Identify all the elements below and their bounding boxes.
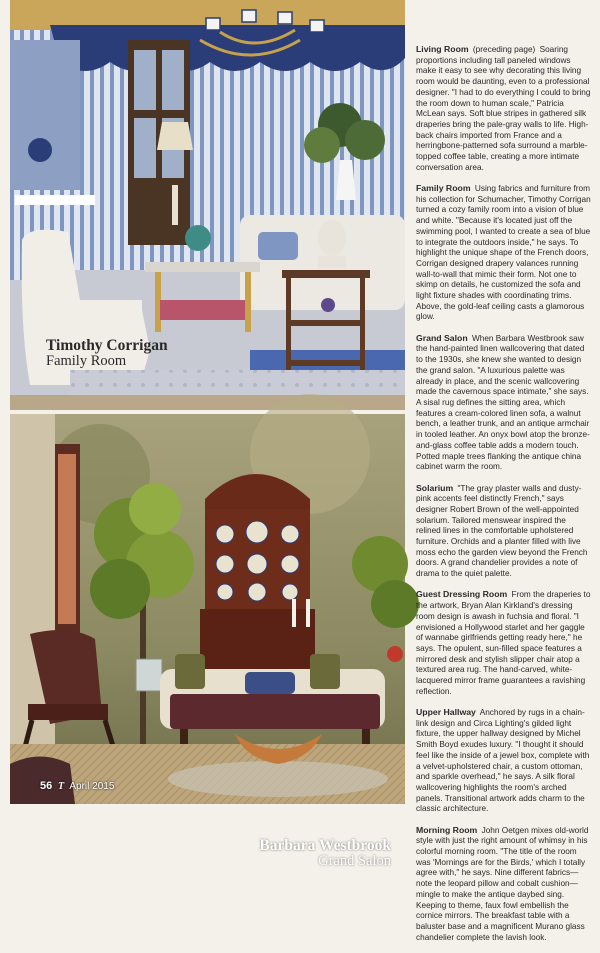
entry-heading: Upper Hallway [416, 707, 476, 718]
entry-heading: Solarium [416, 482, 454, 493]
issue-date: April 2015 [69, 781, 115, 792]
grand-salon-caption [259, 838, 391, 869]
family-room-photo [10, 0, 405, 410]
entry-body: "The gray plaster walls and dusty-pink accents feel distinctly French," says designer Robert Brown of the well-appointed solarium. Tailored menswear inspired the relined lines in the comfortable upholstered furniture. Orchids and a planter filled with live moss echo the garden view beyond the French doors. A grand chandelier provides a note of drama to the quiet palette. [416, 483, 588, 579]
entry-living-room [416, 44, 592, 173]
grand-salon-photo [10, 414, 405, 870]
entry-family-room [416, 183, 592, 323]
article-text-column [416, 44, 592, 953]
entry-solarium [416, 483, 592, 580]
entry-heading: Grand Salon [416, 332, 468, 343]
entry-body: Anchored by rugs in a chain-link design and Circa Lighting's gilded light fixture, the upper hallway designed by Michel Smith Boyd exudes luxury. "I thought it should feel like the inside of a jewel box, complete with a velvet-upholstered chair, a custom ottoman, and sparkle overhead," he says. A silk floral wallcovering highlights the room's arched panels. Transitional artwork adds charm to the classic architecture. [416, 708, 590, 814]
entry-grand-salon [416, 333, 592, 473]
entry-guest-dressing-room [416, 589, 592, 697]
entry-body: John Oetgen mixes old-world style with just the right amount of whimsy in his colorful morning room. "The title of the room was 'Mornings are for the Birds,' which I totally agree with," he says. Nine different fabrics—note the leopard pillow and cobalt cushion—mingle to make the antique daybed sing. Keeping to theme, faux fowl embellish the cornice mirrors. The breakfast table with a baluster base and a magnificent Murano glass chandelier complete the lavish look. [416, 825, 589, 942]
designer-name: Timothy Corrigan [46, 337, 168, 354]
room-name: Family Room [46, 353, 127, 370]
page-folio [40, 780, 114, 792]
entry-body: When Barbara Westbrook saw the hand-painted linen wallcovering that dated to the 1930s, she knew she wanted to design the grand salon. "A luxurious palette was already in place, and the scenic wallcovering made the cavernous space intimate," she says. A sisal rug defines the sitting area, which features a cream-colored linen sofa, a walnut bench, a leather trunk, and an antique armchair in tooled leather. An onyx bowl atop the bronze-and-glass coffee table adds a modern touch. Potted maple trees flanking the antique china cabinet warm the room. [416, 333, 590, 472]
page-number: 56 [40, 780, 53, 792]
entry-morning-room [416, 825, 592, 944]
family-room-caption [46, 338, 168, 369]
room-name: Grand Salon [318, 853, 391, 870]
grand-salon-illustration [10, 414, 405, 804]
entry-heading: Family Room [416, 183, 471, 194]
entry-heading: Morning Room [416, 824, 478, 835]
entry-heading: Guest Dressing Room [416, 589, 508, 600]
entry-upper-hallway [416, 707, 592, 815]
entry-heading: Living Room [416, 44, 469, 54]
magazine-logo: T [58, 781, 65, 792]
entry-body: From the draperies to the artwork, Bryan Alan Kirkland's dressing room design is awash in fuchsia and floral. "I envisioned a Hollywood starlet and her gaggle of wannabe girlfriends getting ready here," he says. The opulent, sun-filled space features a mirrored desk and stylish slipper chair atop a textured area rug. The hand-carved, white-lacquered mirror frame guarantees a ravishing reflection. [416, 590, 591, 696]
entry-body: Using fabrics and furniture from his collection for Schumacher, Timothy Corrigan turned a cozy family room into a vision of blue and white. "Because it's located just off the swimming pool, I wanted to create a sea of blue to integrate the outdoors inside," he says. To highlight the unique shape of the French doors, Corrigan designed drapery valances running wall-to-wall that mimic their form. Not one to skimp on details, he customized the sofa and light fixture shades with coordinating trims. Above, the gold-leaf ceiling casts a glamorous glow. [416, 184, 591, 322]
designer-name: Barbara Westbrook [259, 837, 391, 854]
entry-note: (preceding page) [472, 45, 536, 54]
photo-column [10, 0, 405, 870]
entry-body: Soaring proportions including tall paneled windows make it easy to see why decorating this living room would be daunting, even to a professional designer. "I had to do everything I could to bring the room down to human scale," Patricia McLean says. Soft blue stripes in gathered silk draperies bring the pale-gray walls to life. High-back chairs imported from France and a herringbone-patterned sofa surround a marble-topped coffee table, creating a more intimate conversation area. [416, 45, 591, 172]
